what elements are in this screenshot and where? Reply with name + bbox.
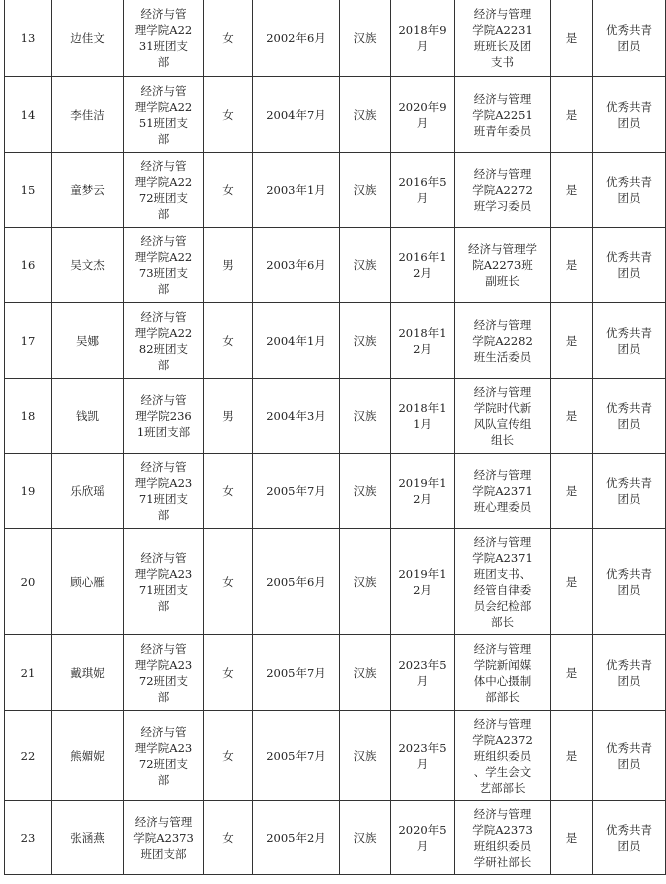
cell-gender: 女 [204, 77, 253, 153]
cell-join-date: 2023年5 月 [391, 711, 455, 801]
cell-award: 优秀共青 团员 [593, 77, 666, 153]
cell-position: 经济与管理 学院A2371 班心理委员 [455, 454, 551, 529]
cell-join-date: 2016年5 月 [391, 153, 455, 228]
cell-number: 22 [5, 711, 52, 801]
cell-award: 优秀共青 团员 [593, 711, 666, 801]
cell-name: 戴琪妮 [52, 635, 124, 711]
cell-number: 15 [5, 153, 52, 228]
cell-ethnicity: 汉族 [340, 711, 391, 801]
cell-award: 优秀共青 团员 [593, 228, 666, 303]
cell-qualified: 是 [551, 0, 593, 77]
cell-position: 经济与管理 学院A2373 班组织委员 学研社部长 [455, 801, 551, 875]
table-row [5, 303, 666, 379]
cell-ethnicity: 汉族 [340, 635, 391, 711]
award-roster-table [4, 0, 666, 875]
table-row [5, 0, 666, 77]
cell-number: 17 [5, 303, 52, 379]
cell-ethnicity: 汉族 [340, 379, 391, 454]
cell-number: 13 [5, 0, 52, 77]
cell-ethnicity: 汉族 [340, 228, 391, 303]
cell-join-date: 2019年1 2月 [391, 529, 455, 635]
cell-name: 钱凯 [52, 379, 124, 454]
cell-name: 吴文杰 [52, 228, 124, 303]
cell-birth: 2004年1月 [253, 303, 340, 379]
cell-join-date: 2016年1 2月 [391, 228, 455, 303]
cell-gender: 女 [204, 711, 253, 801]
cell-gender: 女 [204, 529, 253, 635]
cell-birth: 2004年7月 [253, 77, 340, 153]
cell-position: 经济与管理 学院A2231 班班长及团 支书 [455, 0, 551, 77]
cell-number: 23 [5, 801, 52, 875]
cell-award: 优秀共青 团员 [593, 153, 666, 228]
cell-number: 18 [5, 379, 52, 454]
table-row [5, 801, 666, 875]
cell-award: 优秀共青 团员 [593, 529, 666, 635]
cell-gender: 女 [204, 635, 253, 711]
cell-branch: 经济与管 理学院A22 72班团支 部 [124, 153, 204, 228]
cell-gender: 女 [204, 801, 253, 875]
cell-birth: 2005年7月 [253, 711, 340, 801]
cell-qualified: 是 [551, 77, 593, 153]
cell-gender: 女 [204, 153, 253, 228]
cell-number: 21 [5, 635, 52, 711]
table-row [5, 454, 666, 529]
cell-position: 经济与管理 学院A2372 班组织委员 、学生会文 艺部部长 [455, 711, 551, 801]
cell-gender: 女 [204, 303, 253, 379]
cell-name: 吴娜 [52, 303, 124, 379]
cell-qualified: 是 [551, 379, 593, 454]
cell-branch: 经济与管 理学院A23 71班团支 部 [124, 454, 204, 529]
table-row [5, 77, 666, 153]
cell-award: 优秀共青 团员 [593, 635, 666, 711]
cell-award: 优秀共青 团员 [593, 454, 666, 529]
cell-qualified: 是 [551, 153, 593, 228]
cell-name: 顾心雁 [52, 529, 124, 635]
cell-birth: 2005年6月 [253, 529, 340, 635]
cell-qualified: 是 [551, 529, 593, 635]
cell-ethnicity: 汉族 [340, 801, 391, 875]
cell-join-date: 2018年9 月 [391, 0, 455, 77]
cell-gender: 女 [204, 0, 253, 77]
cell-branch: 经济与管 理学院A23 71班团支 部 [124, 529, 204, 635]
cell-name: 张涵燕 [52, 801, 124, 875]
table-row [5, 153, 666, 228]
table-row [5, 635, 666, 711]
cell-name: 乐欣瑶 [52, 454, 124, 529]
cell-join-date: 2020年5 月 [391, 801, 455, 875]
cell-position: 经济与管理 学院A2282 班生活委员 [455, 303, 551, 379]
cell-join-date: 2018年1 1月 [391, 379, 455, 454]
cell-join-date: 2023年5 月 [391, 635, 455, 711]
cell-position: 经济与管理 学院新闻媒 体中心摄制 部部长 [455, 635, 551, 711]
cell-birth: 2003年1月 [253, 153, 340, 228]
cell-name: 李佳洁 [52, 77, 124, 153]
cell-gender: 男 [204, 379, 253, 454]
table-row [5, 711, 666, 801]
cell-ethnicity: 汉族 [340, 0, 391, 77]
cell-qualified: 是 [551, 635, 593, 711]
cell-ethnicity: 汉族 [340, 454, 391, 529]
cell-qualified: 是 [551, 711, 593, 801]
cell-join-date: 2018年1 2月 [391, 303, 455, 379]
cell-gender: 女 [204, 454, 253, 529]
cell-birth: 2002年6月 [253, 0, 340, 77]
cell-ethnicity: 汉族 [340, 153, 391, 228]
cell-qualified: 是 [551, 801, 593, 875]
cell-position: 经济与管理 学院A2272 班学习委员 [455, 153, 551, 228]
cell-name: 童梦云 [52, 153, 124, 228]
cell-birth: 2005年7月 [253, 454, 340, 529]
cell-join-date: 2019年1 2月 [391, 454, 455, 529]
cell-number: 16 [5, 228, 52, 303]
cell-branch: 经济与管理 学院A2373 班团支部 [124, 801, 204, 875]
cell-number: 20 [5, 529, 52, 635]
cell-branch: 经济与管 理学院A22 51班团支 部 [124, 77, 204, 153]
cell-name: 边佳文 [52, 0, 124, 77]
cell-number: 14 [5, 77, 52, 153]
cell-ethnicity: 汉族 [340, 303, 391, 379]
cell-join-date: 2020年9 月 [391, 77, 455, 153]
cell-qualified: 是 [551, 303, 593, 379]
cell-branch: 经济与管 理学院236 1班团支部 [124, 379, 204, 454]
cell-position: 经济与管理 学院A2371 班团支书、 经管自律委 员会纪检部 部长 [455, 529, 551, 635]
cell-position: 经济与管理 学院时代新 风队宣传组 组长 [455, 379, 551, 454]
cell-branch: 经济与管 理学院A22 73班团支 部 [124, 228, 204, 303]
cell-award: 优秀共青 团员 [593, 379, 666, 454]
cell-name: 熊媚妮 [52, 711, 124, 801]
cell-award: 优秀共青 团员 [593, 0, 666, 77]
cell-gender: 男 [204, 228, 253, 303]
cell-branch: 经济与管 理学院A22 82班团支 部 [124, 303, 204, 379]
table-row [5, 228, 666, 303]
cell-birth: 2003年6月 [253, 228, 340, 303]
table-row [5, 379, 666, 454]
cell-qualified: 是 [551, 454, 593, 529]
cell-birth: 2005年7月 [253, 635, 340, 711]
cell-branch: 经济与管 理学院A23 72班团支 部 [124, 711, 204, 801]
cell-award: 优秀共青 团员 [593, 303, 666, 379]
cell-qualified: 是 [551, 228, 593, 303]
cell-award: 优秀共青 团员 [593, 801, 666, 875]
cell-ethnicity: 汉族 [340, 529, 391, 635]
cell-position: 经济与管理 学院A2251 班青年委员 [455, 77, 551, 153]
cell-position: 经济与管理学 院A2273班 副班长 [455, 228, 551, 303]
cell-birth: 2004年3月 [253, 379, 340, 454]
cell-ethnicity: 汉族 [340, 77, 391, 153]
cell-branch: 经济与管 理学院A22 31班团支 部 [124, 0, 204, 77]
cell-number: 19 [5, 454, 52, 529]
cell-branch: 经济与管 理学院A23 72班团支 部 [124, 635, 204, 711]
table-row [5, 529, 666, 635]
cell-birth: 2005年2月 [253, 801, 340, 875]
